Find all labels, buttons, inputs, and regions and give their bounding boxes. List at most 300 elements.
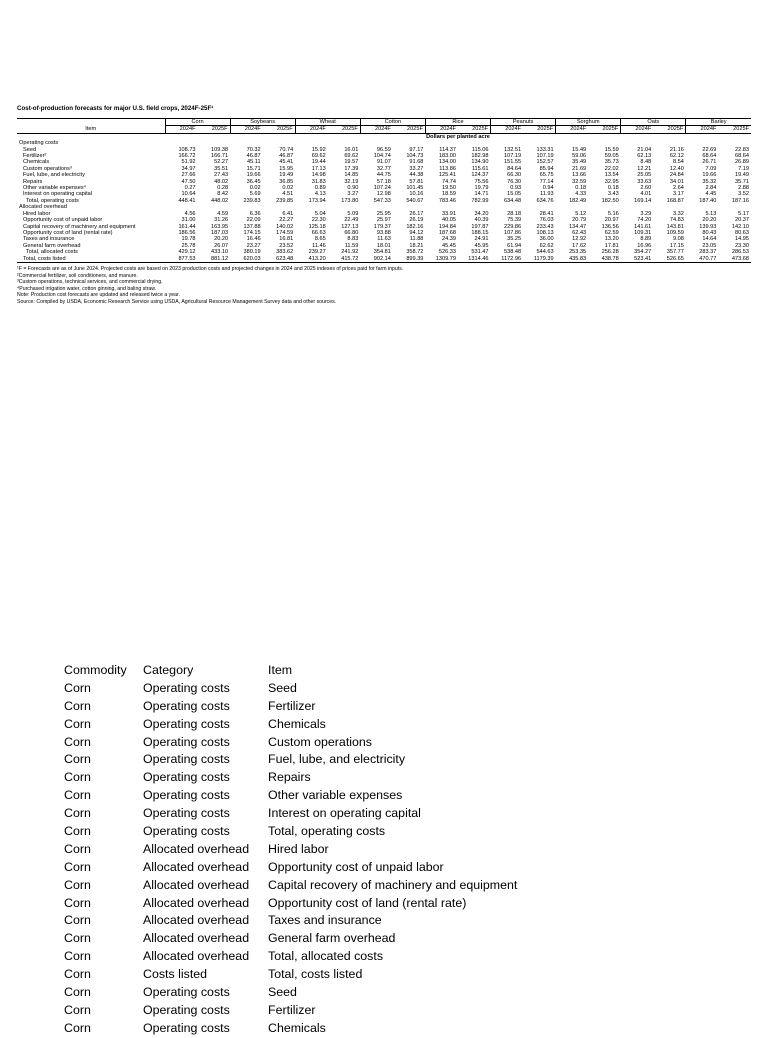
- cell-value: 16.81: [279, 236, 294, 243]
- crop-header: Barley: [686, 119, 751, 126]
- list-cell: Operating costs: [143, 680, 230, 695]
- list-cell: Operating costs: [143, 770, 230, 785]
- crop-header: Peanuts: [491, 119, 556, 126]
- cell-value: 109.31: [634, 229, 652, 236]
- cell-value: 33.91: [441, 210, 456, 217]
- cell-value: 66.63: [311, 229, 326, 236]
- cell-value: 902.14: [360, 256, 393, 263]
- list-item: [64, 805, 764, 823]
- list-cell: Capital recovery of machinery and equipment: [268, 877, 518, 892]
- cell-value: 40.39: [474, 217, 489, 224]
- crop-header: Cotton: [360, 119, 425, 126]
- cell-value: 15.71: [246, 165, 261, 172]
- cell-value: 239.27: [308, 249, 326, 256]
- list-cell: Corn: [64, 770, 91, 785]
- cell-value: 8.42: [217, 191, 229, 198]
- list-cell: Operating costs: [143, 698, 230, 713]
- cell-value: 253.35: [569, 249, 587, 256]
- cell-value: 68.64: [735, 153, 749, 160]
- cell-value: 142.10: [731, 223, 749, 230]
- cell-value: 136.56: [601, 223, 619, 230]
- cell-value: 18.01: [376, 242, 391, 249]
- cell-value: 166.72: [178, 153, 196, 160]
- cell-value: 163.95: [210, 223, 229, 230]
- cell-value: 22.69: [702, 146, 717, 153]
- cell-value: 17.62: [572, 242, 587, 249]
- cell-value: 433.10: [210, 249, 229, 256]
- cell-value: 239.85: [276, 197, 294, 204]
- cell-value: 161.44: [178, 223, 196, 230]
- cell-value: 62.12: [669, 153, 684, 160]
- cell-value: 19.44: [311, 159, 326, 166]
- cell-value: 25.05: [637, 172, 652, 179]
- list-item: [64, 966, 764, 984]
- cell-value: 61.94: [507, 242, 522, 249]
- list-cell: Corn: [64, 1020, 91, 1035]
- year-header: 2025F: [263, 126, 296, 133]
- cell-value: 194.84: [438, 223, 456, 230]
- cell-value: 59.06: [572, 153, 587, 160]
- cell-value: 526.33: [438, 249, 456, 256]
- cell-value: 415.72: [328, 256, 361, 263]
- cell-value: 187.40: [699, 197, 717, 204]
- cell-value: 0.28: [217, 185, 229, 192]
- list-cell: Corn: [64, 734, 91, 749]
- crop-header-row: [17, 119, 751, 126]
- crop-header: Sorghum: [556, 119, 621, 126]
- cell-value: 28.41: [539, 210, 554, 217]
- cell-value: 239.83: [243, 197, 261, 204]
- list-item: [64, 1002, 764, 1020]
- cell-value: 17.39: [344, 165, 359, 172]
- cell-value: 68.64: [702, 153, 717, 160]
- cell-value: 4.13: [314, 191, 326, 198]
- cell-value: 22.02: [604, 165, 619, 172]
- cell-value: 380.19: [243, 249, 261, 256]
- cell-value: 3.27: [347, 191, 359, 198]
- list-cell: Custom operations: [268, 734, 372, 749]
- year-header: 2024F: [686, 126, 719, 133]
- cell-value: 62.59: [604, 229, 619, 236]
- cell-value: 94.12: [409, 229, 424, 236]
- cell-value: 0.02: [249, 185, 261, 192]
- crop-header: Soybeans: [230, 119, 295, 126]
- list-item: [64, 823, 764, 841]
- cell-value: 5.17: [738, 210, 749, 217]
- list-column-header: Commodity: [64, 663, 127, 677]
- cell-value: 197.87: [471, 223, 489, 230]
- cell-value: 10.64: [181, 191, 196, 198]
- cell-value: 124.37: [471, 172, 489, 179]
- cell-value: 526.65: [653, 256, 686, 263]
- list-cell: Fertilizer: [268, 1002, 316, 1017]
- cell-value: 5.16: [607, 210, 619, 217]
- cell-value: 107.19: [536, 153, 554, 160]
- cell-value: 1314.46: [458, 256, 491, 263]
- cell-value: 62.43: [572, 229, 587, 236]
- cell-value: 14.98: [311, 172, 326, 179]
- row-label: Repairs: [23, 178, 43, 185]
- cell-value: 32.95: [604, 178, 619, 185]
- year-header: 2025F: [718, 126, 751, 133]
- year-header: 2024F: [165, 126, 198, 133]
- cell-value: 877.53: [165, 256, 198, 263]
- cell-value: 93.88: [376, 229, 391, 236]
- list-cell: Corn: [64, 913, 91, 928]
- cell-value: 115.61: [471, 165, 489, 172]
- cell-value: 101.45: [406, 185, 424, 192]
- year-header: 2024F: [556, 126, 589, 133]
- cell-value: 21.04: [637, 146, 652, 153]
- list-item: [64, 734, 764, 752]
- cell-value: 5.69: [249, 191, 261, 198]
- list-cell: Allocated overhead: [143, 931, 250, 946]
- cell-value: 134.47: [569, 223, 587, 230]
- list-cell: Seed: [268, 985, 297, 1000]
- cell-value: 12.92: [572, 236, 587, 243]
- cell-value: 435.83: [556, 256, 589, 263]
- cell-value: 6.36: [249, 210, 261, 217]
- cell-value: 448.41: [178, 197, 196, 204]
- cell-value: 127.13: [341, 223, 359, 230]
- cell-value: 24.84: [669, 172, 684, 179]
- list-cell: Taxes and insurance: [268, 913, 382, 928]
- cell-value: 15.92: [311, 146, 326, 153]
- cell-value: 186.56: [178, 229, 196, 236]
- cell-value: 62.62: [539, 242, 554, 249]
- list-cell: Corn: [64, 698, 91, 713]
- cell-value: 19.66: [246, 172, 261, 179]
- cell-value: 182.16: [406, 223, 424, 230]
- cell-value: 5.13: [705, 210, 717, 217]
- cell-value: 531.47: [471, 249, 489, 256]
- year-header-row: [17, 126, 751, 133]
- list-cell: Operating costs: [143, 752, 230, 767]
- cell-value: 174.15: [243, 229, 261, 236]
- year-header: 2025F: [523, 126, 556, 133]
- list-cell: Operating costs: [143, 806, 230, 821]
- footnote: ¹F = Forecasts are as of June 2024. Projected costs are based on 2023 production costs and projected changes in 2024 and 2025 indexes of prices paid for farm inputs.: [17, 265, 404, 272]
- cell-value: 17.15: [669, 242, 684, 249]
- cell-value: 125.41: [438, 172, 456, 179]
- cell-value: 133.31: [536, 146, 554, 153]
- cell-value: 17.13: [311, 165, 326, 172]
- cell-value: 18.59: [441, 191, 456, 198]
- cell-value: 13.20: [604, 236, 619, 243]
- cell-value: 620.03: [230, 256, 263, 263]
- list-item: [64, 698, 764, 716]
- cell-value: 23.30: [735, 242, 749, 249]
- cost-table-sheet: [17, 105, 751, 306]
- cell-value: 783.46: [438, 197, 456, 204]
- list-cell: Allocated overhead: [143, 913, 250, 928]
- cell-value: 0.90: [347, 185, 359, 192]
- cell-value: 46.87: [279, 153, 294, 160]
- list-item: [64, 841, 764, 859]
- cell-value: 84.64: [507, 165, 522, 172]
- cell-value: 76.03: [539, 217, 554, 224]
- cell-value: 15.05: [507, 191, 522, 198]
- list-item: [64, 912, 764, 930]
- list-cell: Other variable expenses: [268, 788, 403, 803]
- list-cell: Allocated overhead: [143, 895, 250, 910]
- footnote: Note: Production cost forecasts are updated and released twice a year.: [17, 292, 180, 299]
- grand-total-row: [17, 256, 751, 263]
- cell-value: 23.52: [279, 242, 294, 249]
- list-item: [64, 948, 764, 966]
- list-cell: Operating costs: [143, 1002, 230, 1017]
- list-cell: Fuel, lube, and electricity: [268, 752, 406, 767]
- cell-value: 76.30: [507, 178, 522, 185]
- item-header-blank: [17, 119, 165, 126]
- cell-value: 19.79: [474, 185, 489, 192]
- list-cell: Chemicals: [268, 1020, 326, 1035]
- year-header: 2025F: [588, 126, 621, 133]
- cell-value: 3.32: [672, 210, 684, 217]
- footnote: ³Custom operations, technical services, and commercial drying.: [17, 279, 163, 286]
- cell-value: 634.48: [503, 197, 522, 204]
- row-label: Opportunity cost of land (rental rate): [23, 229, 113, 236]
- crop-header: Oats: [621, 119, 686, 126]
- cell-value: 0.27: [184, 185, 196, 192]
- cell-value: 28.18: [507, 210, 522, 217]
- cell-value: 33.63: [637, 178, 652, 185]
- cell-value: 187.68: [438, 229, 456, 236]
- cell-value: 114.37: [439, 146, 456, 153]
- year-header: 2025F: [328, 126, 361, 133]
- year-header: 2025F: [653, 126, 686, 133]
- list-cell: Operating costs: [143, 824, 230, 839]
- cell-value: 104.74: [373, 153, 391, 160]
- cell-value: 25.95: [376, 210, 391, 217]
- list-cell: Total, allocated costs: [268, 949, 384, 964]
- list-cell: Operating costs: [143, 1020, 230, 1035]
- cell-value: 35.32: [702, 178, 717, 185]
- units-blank: [17, 133, 165, 140]
- cell-value: 188.15: [471, 229, 489, 236]
- list-cell: Corn: [64, 806, 91, 821]
- cell-value: 35.51: [214, 165, 229, 172]
- cell-value: 46.87: [246, 153, 261, 160]
- row-label: Opportunity cost of unpaid labor: [23, 217, 103, 224]
- list-cell: General farm overhead: [268, 931, 396, 946]
- cell-value: 36.00: [539, 236, 554, 243]
- cell-value: 544.63: [536, 249, 554, 256]
- list-cell: Seed: [268, 680, 297, 695]
- cell-value: 547.33: [373, 197, 391, 204]
- list-item: [64, 895, 764, 913]
- cell-value: 2.64: [672, 185, 684, 192]
- cell-value: 20.20: [214, 236, 229, 243]
- cost-table: [17, 118, 751, 263]
- cell-value: 16.46: [246, 236, 261, 243]
- list-cell: Chemicals: [268, 716, 326, 731]
- cell-value: 26.17: [409, 210, 424, 217]
- cell-value: 12.40: [669, 165, 684, 172]
- cell-value: 17.81: [604, 242, 619, 249]
- cell-value: 45.11: [247, 159, 261, 166]
- cell-value: 19.66: [702, 172, 717, 179]
- cell-value: 152.57: [536, 159, 554, 166]
- list-cell: Interest on operating capital: [268, 806, 421, 821]
- row-label: Fertilizer²: [23, 153, 47, 160]
- cell-value: 413.20: [295, 256, 328, 263]
- cell-value: 20.37: [735, 217, 749, 224]
- cell-value: 40.05: [441, 217, 456, 224]
- list-cell: Repairs: [268, 770, 311, 785]
- crop-header: Corn: [165, 119, 230, 126]
- cell-value: 139.93: [699, 223, 717, 230]
- cell-value: 44.75: [376, 172, 391, 179]
- cell-value: 174.59: [276, 229, 294, 236]
- cell-value: 9.08: [672, 236, 684, 243]
- cell-value: 141.61: [634, 223, 652, 230]
- list-item: [64, 859, 764, 877]
- cell-value: 35.73: [604, 159, 619, 166]
- cell-value: 15.49: [572, 146, 587, 153]
- list-item: [64, 751, 764, 769]
- row-label: Taxes and insurance: [23, 236, 75, 243]
- cell-value: 77.14: [539, 178, 554, 185]
- cell-value: 66.30: [507, 172, 522, 179]
- cell-value: 44.38: [409, 172, 424, 179]
- cell-value: 115.06: [471, 146, 489, 153]
- list-cell: Total, operating costs: [268, 824, 386, 839]
- cell-value: 0.02: [282, 185, 294, 192]
- cell-value: 97.17: [409, 146, 424, 153]
- cell-value: 34.01: [669, 178, 684, 185]
- list-cell: Corn: [64, 877, 91, 892]
- crop-header: Rice: [425, 119, 490, 126]
- year-header: 2024F: [360, 126, 393, 133]
- list-cell: Corn: [64, 967, 91, 982]
- cell-value: 74.20: [637, 217, 652, 224]
- cell-value: 233.43: [536, 223, 554, 230]
- cell-value: 5.09: [347, 210, 359, 217]
- cell-value: 27.66: [181, 172, 196, 179]
- cell-value: 20.79: [572, 217, 587, 224]
- year-header: 2024F: [621, 126, 654, 133]
- crop-header: Wheat: [295, 119, 360, 126]
- row-label: General farm overhead: [23, 242, 81, 249]
- cell-value: 32.77: [376, 165, 391, 172]
- cell-value: 14.95: [735, 236, 749, 243]
- list-cell: Operating costs: [143, 985, 230, 1000]
- footnote: ²Commercial fertilizer, soil conditioners, and manure.: [17, 272, 138, 279]
- cell-value: 104.73: [406, 153, 424, 160]
- list-cell: Opportunity cost of unpaid labor: [268, 859, 444, 874]
- cell-value: 107.24: [373, 185, 391, 192]
- cell-value: 66.80: [344, 229, 359, 236]
- cell-value: 470.77: [686, 256, 719, 263]
- cell-value: 540.67: [406, 197, 424, 204]
- year-header: 2025F: [393, 126, 426, 133]
- cell-value: 473.68: [718, 256, 751, 263]
- list-cell: Opportunity cost of land (rental rate): [268, 895, 467, 910]
- cell-value: 32.59: [572, 178, 587, 185]
- year-header: 2025F: [198, 126, 231, 133]
- cell-value: 70.32: [246, 146, 261, 153]
- cell-value: 96.59: [376, 146, 391, 153]
- row-label: Total, costs listed: [17, 256, 165, 263]
- cost-table-body: [17, 133, 751, 262]
- list-item: [64, 716, 764, 734]
- cell-value: 2.60: [640, 185, 652, 192]
- cell-value: 20.97: [604, 217, 619, 224]
- cell-value: 109.38: [210, 146, 229, 153]
- cell-value: 19.50: [441, 185, 456, 192]
- cell-value: 14.85: [344, 172, 359, 179]
- cell-value: 65.75: [539, 172, 554, 179]
- list-cell: Corn: [64, 1002, 91, 1017]
- list-cell: Corn: [64, 949, 91, 964]
- cell-value: 4.33: [575, 191, 587, 198]
- cell-value: 2.88: [738, 185, 749, 192]
- cell-value: 12.98: [376, 191, 391, 198]
- cell-value: 26.07: [214, 242, 229, 249]
- list-cell: Costs listed: [143, 967, 208, 982]
- cell-value: 182.50: [601, 197, 619, 204]
- cell-value: 13.66: [572, 172, 587, 179]
- cell-value: 448.02: [210, 197, 229, 204]
- list-cell: Corn: [64, 716, 91, 731]
- cell-value: 48.02: [214, 178, 229, 185]
- row-label: Other variable expenses⁴: [23, 185, 87, 192]
- cell-value: 881.12: [198, 256, 231, 263]
- cell-value: 75.39: [507, 217, 522, 224]
- cell-value: 168.87: [666, 197, 684, 204]
- cell-value: 19.49: [279, 172, 294, 179]
- list-cell: Fertilizer: [268, 698, 316, 713]
- cell-value: 25.78: [181, 242, 196, 249]
- row-label: Fuel, lube, and electricity: [23, 172, 85, 179]
- cell-value: 59.05: [604, 153, 619, 160]
- list-cell: Operating costs: [143, 734, 230, 749]
- cell-value: 5.12: [575, 210, 587, 217]
- list-cell: Allocated overhead: [143, 841, 250, 856]
- cell-value: 33.27: [409, 165, 424, 172]
- cell-value: 20.20: [702, 217, 717, 224]
- cell-value: 70.74: [279, 146, 294, 153]
- cell-value: 4.45: [705, 191, 717, 198]
- cell-value: 383.62: [276, 249, 294, 256]
- cell-value: 15.95: [279, 165, 294, 172]
- cell-value: 132.51: [503, 146, 522, 153]
- cell-value: 91.68: [409, 159, 424, 166]
- cell-value: 35.71: [735, 178, 749, 185]
- cell-value: 22.27: [279, 217, 294, 224]
- cell-value: 26.89: [735, 159, 749, 166]
- row-label: Hired labor: [23, 210, 51, 217]
- cell-value: 24.91: [474, 236, 489, 243]
- cell-value: 2.84: [705, 185, 717, 192]
- row-label: Capital recovery of machinery and equipment: [23, 223, 136, 230]
- cell-value: 13.54: [604, 172, 619, 179]
- list-cell: Corn: [64, 859, 91, 874]
- cell-value: 23.05: [702, 242, 717, 249]
- list-cell: Allocated overhead: [143, 877, 250, 892]
- cell-value: 11.59: [344, 242, 359, 249]
- list-cell: Hired labor: [268, 841, 329, 856]
- cell-value: 3.43: [607, 191, 619, 198]
- cell-value: 23.27: [246, 242, 261, 249]
- cell-value: 11.88: [409, 236, 424, 243]
- cell-value: 438.78: [588, 256, 621, 263]
- year-header: 2024F: [491, 126, 524, 133]
- cell-value: 634.76: [536, 197, 554, 204]
- cell-value: 21.69: [572, 165, 587, 172]
- cell-value: 137.88: [243, 223, 261, 230]
